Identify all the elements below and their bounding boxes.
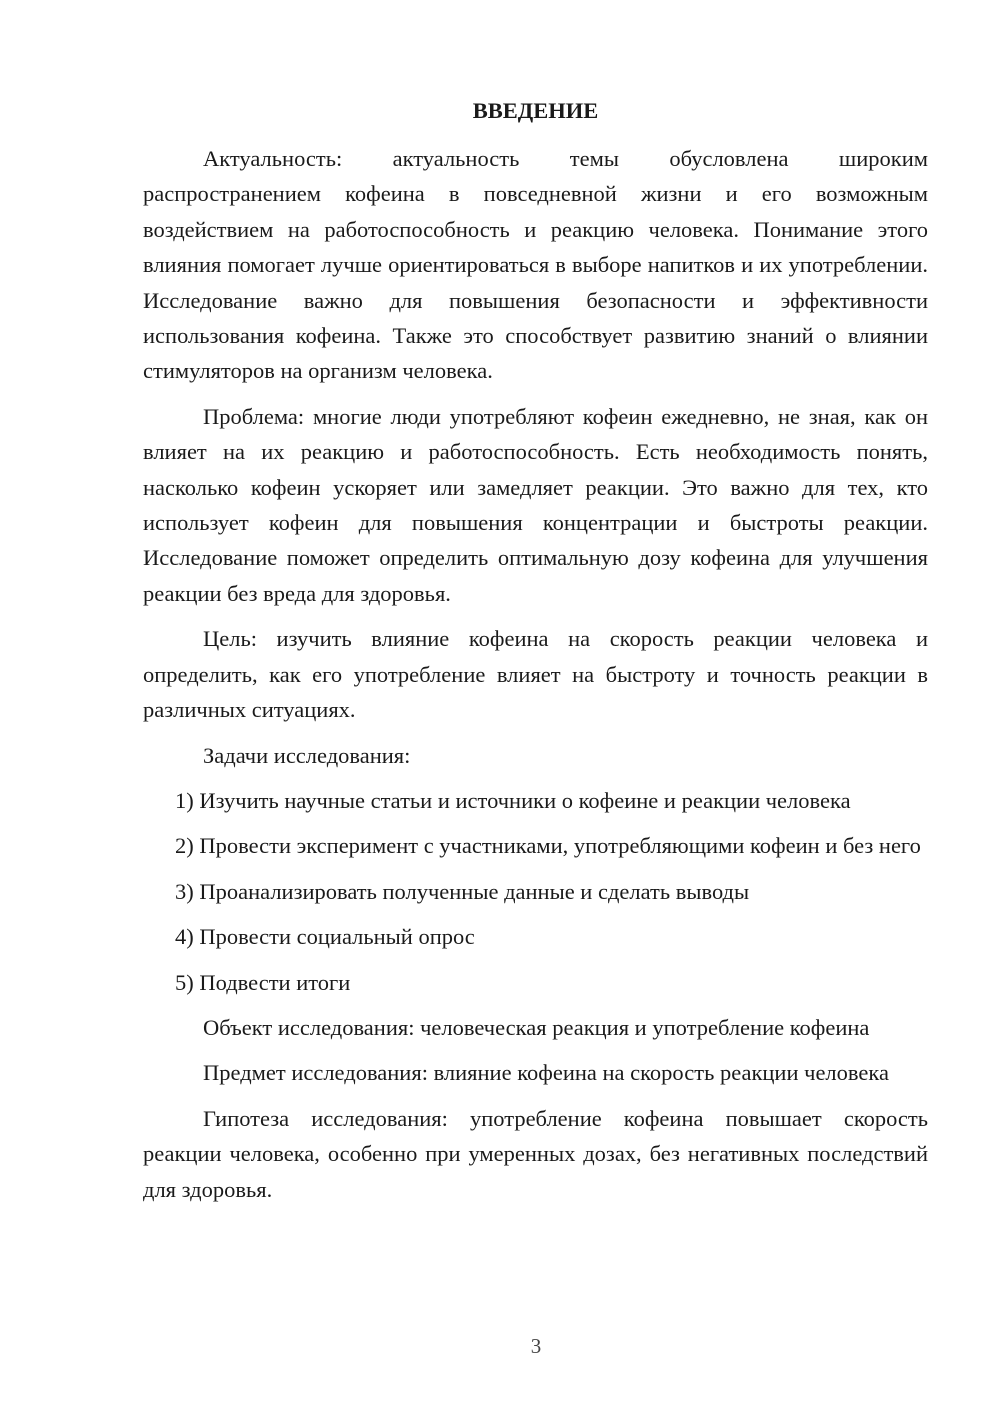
- paragraph-goal: Цель: изучить влияние кофеина на скорость реакции человека и определить, как его употребление влияет на быстроту и точность реакции в различных ситуациях.: [143, 626, 928, 723]
- page-number: 3: [530, 1334, 542, 1358]
- task-item-1: 1) Изучить научные статьи и источники о кофеине и реакции человека: [175, 787, 851, 813]
- page-title: ВВЕДЕНИЕ: [472, 98, 599, 123]
- paragraph-problem: Проблема: многие люди употребляют кофеин ежедневно, не зная, как он влияет на их реакцию и работоспособность. Есть необходимость понять, насколько кофеин ускоряет или замедляет реакции. Это важно для тех, кто использует кофеин для повышения концентрации и быстроты реакции. Исследование поможет определить оптимальную дозу кофеина для улучшения реакции без вреда для здоровья.: [143, 403, 928, 606]
- task-item-4: 4) Провести социальный опрос: [175, 924, 475, 950]
- task-item-3: 3) Проанализировать полученные данные и сделать выводы: [175, 878, 750, 904]
- paragraph-relevance: Актуальность: актуальность темы обусловлена широким распространением кофеина в повседневной жизни и его возможным воздействием на работоспособность и реакцию человека. Понимание этого влияния помогает лучше ориентироваться в выборе напитков и их употреблении. Исследование важно для повышения безопасности и эффективности использования кофеина. Также это способствует развитию знаний о влиянии стимуляторов на организм человека.: [143, 146, 928, 384]
- task-item-5: 5) Подвести итоги: [175, 969, 351, 995]
- paragraph-object: Объект исследования: человеческая реакция и употребление кофеина: [203, 1014, 870, 1040]
- paragraph-hypothesis: Гипотеза исследования: употребление кофеина повышает скорость реакции человека, особенно при умеренных дозах, без негативных последствий для здоровья.: [143, 1105, 928, 1202]
- document-body: [143, 141, 928, 1207]
- task-item-2: 2) Провести эксперимент с участниками, употребляющими кофеин и без него: [175, 833, 921, 859]
- tasks-heading: Задачи исследования:: [203, 742, 411, 768]
- paragraph-subject: Предмет исследования: влияние кофеина на скорость реакции человека: [203, 1060, 889, 1086]
